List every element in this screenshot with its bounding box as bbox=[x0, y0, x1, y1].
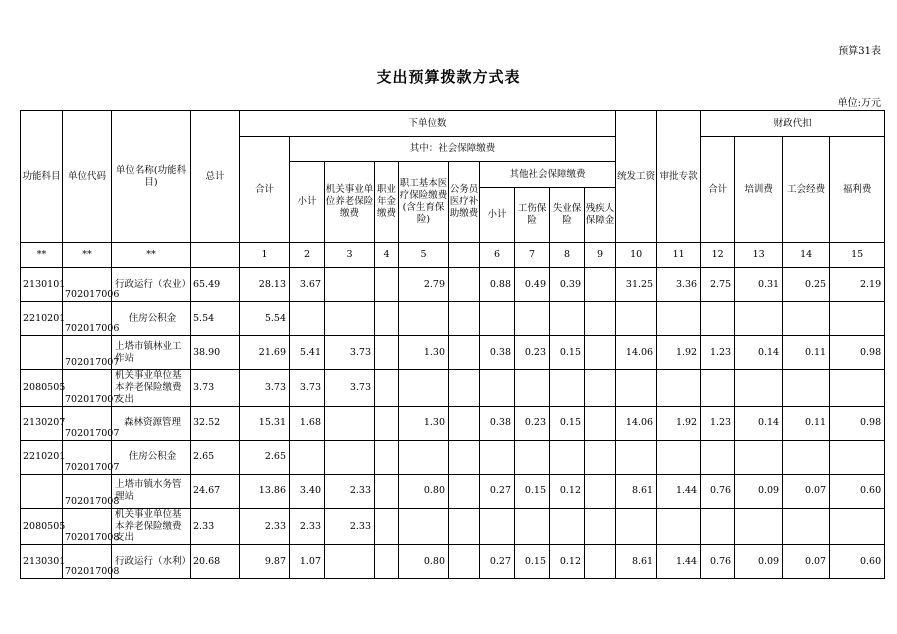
index-cell: 1 bbox=[240, 243, 290, 268]
value-cell: 2.33 bbox=[325, 474, 375, 508]
unit-name-cell: 上塔市镇林业工作站 bbox=[112, 336, 191, 370]
header-medical: 职工基本医疗保险缴费(含生育保险) bbox=[399, 162, 449, 243]
value-cell: 15.31 bbox=[240, 406, 290, 440]
header-unified-salary: 统发工资 bbox=[616, 111, 657, 243]
value-cell bbox=[290, 302, 325, 336]
total-cell: 2.33 bbox=[191, 508, 240, 545]
header-training: 培训费 bbox=[735, 137, 783, 243]
value-cell bbox=[701, 440, 735, 474]
value-cell: 0.07 bbox=[783, 474, 830, 508]
index-cell: 12 bbox=[701, 243, 735, 268]
value-cell bbox=[550, 508, 585, 545]
table-row bbox=[21, 336, 885, 370]
header-other-ss: 其他社会保障缴费 bbox=[480, 162, 616, 188]
value-cell: 31.25 bbox=[616, 268, 657, 302]
index-cell bbox=[191, 243, 240, 268]
header-annuity: 职业年金缴费 bbox=[375, 162, 399, 243]
value-cell: 2.33 bbox=[325, 508, 375, 545]
index-cell: 10 bbox=[616, 243, 657, 268]
value-cell bbox=[449, 370, 480, 407]
header-lower-units: 下单位数 bbox=[240, 111, 616, 137]
value-cell: 1.68 bbox=[290, 406, 325, 440]
index-cell: 7 bbox=[515, 243, 550, 268]
value-cell bbox=[375, 406, 399, 440]
value-cell: 21.69 bbox=[240, 336, 290, 370]
value-cell: 0.38 bbox=[480, 406, 515, 440]
value-cell: 0.14 bbox=[735, 406, 783, 440]
value-cell: 3.67 bbox=[290, 268, 325, 302]
value-cell bbox=[325, 268, 375, 302]
value-cell: 0.27 bbox=[480, 474, 515, 508]
value-cell: 0.14 bbox=[735, 336, 783, 370]
value-cell bbox=[585, 336, 616, 370]
value-cell bbox=[375, 508, 399, 545]
unit-name-cell: 机关事业单位基本养老保险缴费支出 bbox=[112, 508, 191, 545]
table-row bbox=[21, 545, 885, 579]
value-cell: 2.33 bbox=[240, 508, 290, 545]
value-cell bbox=[325, 545, 375, 579]
value-cell bbox=[550, 370, 585, 407]
index-cell: 6 bbox=[480, 243, 515, 268]
value-cell bbox=[449, 508, 480, 545]
value-cell bbox=[585, 545, 616, 579]
value-cell: 0.27 bbox=[480, 545, 515, 579]
value-cell: 0.15 bbox=[550, 336, 585, 370]
value-cell bbox=[399, 440, 449, 474]
value-cell bbox=[657, 440, 701, 474]
value-cell: 0.98 bbox=[830, 336, 885, 370]
value-cell bbox=[399, 508, 449, 545]
value-cell bbox=[515, 370, 550, 407]
form-number: 预算31表 bbox=[838, 46, 881, 57]
value-cell bbox=[616, 370, 657, 407]
value-cell bbox=[783, 302, 830, 336]
unit-name-cell: 行政运行（水利） bbox=[112, 545, 191, 579]
table-row bbox=[21, 370, 885, 407]
index-cell: 11 bbox=[657, 243, 701, 268]
header-total: 总计 bbox=[191, 111, 240, 243]
value-cell bbox=[616, 302, 657, 336]
value-cell: 1.92 bbox=[657, 336, 701, 370]
index-cell bbox=[449, 243, 480, 268]
value-cell bbox=[449, 268, 480, 302]
value-cell: 0.76 bbox=[701, 474, 735, 508]
value-cell: 2.19 bbox=[830, 268, 885, 302]
value-cell: 1.07 bbox=[290, 545, 325, 579]
value-cell: 0.25 bbox=[783, 268, 830, 302]
table-row bbox=[21, 508, 885, 545]
value-cell bbox=[480, 370, 515, 407]
value-cell: 0.98 bbox=[830, 406, 885, 440]
unit-code-cell: 702017006 bbox=[63, 268, 112, 302]
value-cell: 0.15 bbox=[515, 545, 550, 579]
value-cell: 0.11 bbox=[783, 336, 830, 370]
value-cell: 0.09 bbox=[735, 545, 783, 579]
func-subject-cell: 2080505 bbox=[21, 508, 63, 545]
header-approved-special: 审批专款 bbox=[657, 111, 701, 243]
index-cell: ** bbox=[112, 243, 191, 268]
unit-code-cell: 702017008 bbox=[63, 474, 112, 508]
unit-name-cell: 森林资源管理 bbox=[112, 406, 191, 440]
value-cell bbox=[701, 508, 735, 545]
value-cell: 0.23 bbox=[515, 406, 550, 440]
value-cell bbox=[375, 336, 399, 370]
value-cell: 0.15 bbox=[550, 406, 585, 440]
value-cell bbox=[830, 302, 885, 336]
func-subject-cell: 2080505 bbox=[21, 370, 63, 407]
value-cell bbox=[449, 440, 480, 474]
value-cell bbox=[325, 302, 375, 336]
value-cell: 0.31 bbox=[735, 268, 783, 302]
value-cell: 0.38 bbox=[480, 336, 515, 370]
value-cell: 3.36 bbox=[657, 268, 701, 302]
value-cell: 1.23 bbox=[701, 406, 735, 440]
value-cell bbox=[325, 406, 375, 440]
value-cell: 1.44 bbox=[657, 545, 701, 579]
value-cell bbox=[783, 370, 830, 407]
value-cell bbox=[735, 302, 783, 336]
total-cell: 2.65 bbox=[191, 440, 240, 474]
header-func-subject: 功能科目 bbox=[21, 111, 63, 243]
value-cell bbox=[585, 370, 616, 407]
header-welfare: 福利费 bbox=[830, 137, 885, 243]
value-cell: 0.88 bbox=[480, 268, 515, 302]
value-cell bbox=[375, 370, 399, 407]
value-cell bbox=[449, 406, 480, 440]
value-cell: 0.76 bbox=[701, 545, 735, 579]
value-cell bbox=[449, 302, 480, 336]
value-cell bbox=[830, 508, 885, 545]
unit-code-cell: 702017007 bbox=[63, 406, 112, 440]
header-unit-name: 单位名称(功能科目) bbox=[112, 111, 191, 243]
value-cell: 0.80 bbox=[399, 474, 449, 508]
index-cell: 5 bbox=[399, 243, 449, 268]
header-pension: 机关事业单位养老保险缴费 bbox=[325, 162, 375, 243]
value-cell bbox=[585, 440, 616, 474]
func-subject-cell bbox=[21, 474, 63, 508]
header-social-security: 其中：社会保障缴费 bbox=[290, 137, 616, 162]
value-cell: 0.11 bbox=[783, 406, 830, 440]
value-cell: 14.06 bbox=[616, 336, 657, 370]
index-cell: ** bbox=[21, 243, 63, 268]
value-cell bbox=[290, 440, 325, 474]
value-cell: 14.06 bbox=[616, 406, 657, 440]
value-cell bbox=[701, 370, 735, 407]
value-cell: 13.86 bbox=[240, 474, 290, 508]
value-cell bbox=[701, 302, 735, 336]
table-row bbox=[21, 302, 885, 336]
value-cell: 0.80 bbox=[399, 545, 449, 579]
value-cell: 3.40 bbox=[290, 474, 325, 508]
value-cell: 2.75 bbox=[701, 268, 735, 302]
value-cell bbox=[735, 440, 783, 474]
unit-name-cell: 上塔市镇水务管理站 bbox=[112, 474, 191, 508]
value-cell: 1.44 bbox=[657, 474, 701, 508]
value-cell bbox=[449, 545, 480, 579]
value-cell bbox=[375, 302, 399, 336]
value-cell bbox=[830, 440, 885, 474]
total-cell: 5.54 bbox=[191, 302, 240, 336]
func-subject-cell: 2130207 bbox=[21, 406, 63, 440]
value-cell: 5.54 bbox=[240, 302, 290, 336]
value-cell bbox=[585, 406, 616, 440]
index-cell: 8 bbox=[550, 243, 585, 268]
value-cell bbox=[480, 440, 515, 474]
budget-table bbox=[20, 110, 885, 579]
value-cell bbox=[783, 440, 830, 474]
value-cell bbox=[585, 508, 616, 545]
header-unit-code: 单位代码 bbox=[63, 111, 112, 243]
value-cell: 3.73 bbox=[325, 336, 375, 370]
index-cell: 9 bbox=[585, 243, 616, 268]
header-union: 工会经费 bbox=[783, 137, 830, 243]
unit-code-cell: 702017007 bbox=[63, 370, 112, 407]
value-cell bbox=[585, 268, 616, 302]
table-row bbox=[21, 268, 885, 302]
value-cell: 28.13 bbox=[240, 268, 290, 302]
value-cell bbox=[585, 474, 616, 508]
header-civil-servant-medical: 公务员医疗补助缴费 bbox=[449, 162, 480, 243]
value-cell bbox=[375, 268, 399, 302]
value-cell bbox=[550, 440, 585, 474]
index-cell: ** bbox=[63, 243, 112, 268]
value-cell: 0.60 bbox=[830, 545, 885, 579]
value-cell: 1.23 bbox=[701, 336, 735, 370]
func-subject-cell: 2130101 bbox=[21, 268, 63, 302]
value-cell: 2.79 bbox=[399, 268, 449, 302]
header-unemployment: 失业保险 bbox=[550, 188, 585, 243]
index-cell: 2 bbox=[290, 243, 325, 268]
value-cell bbox=[399, 370, 449, 407]
value-cell bbox=[375, 474, 399, 508]
unit-code-cell: 702017006 bbox=[63, 302, 112, 336]
func-subject-cell bbox=[21, 336, 63, 370]
header-fd-total: 合计 bbox=[701, 137, 735, 243]
value-cell: 0.49 bbox=[515, 268, 550, 302]
value-cell bbox=[515, 440, 550, 474]
value-cell: 0.07 bbox=[783, 545, 830, 579]
func-subject-cell: 2210201 bbox=[21, 440, 63, 474]
value-cell: 8.61 bbox=[616, 474, 657, 508]
value-cell bbox=[735, 508, 783, 545]
header-subtotal-group: 合计 bbox=[240, 137, 290, 243]
header-other-subtotal: 小计 bbox=[480, 188, 515, 243]
value-cell bbox=[375, 545, 399, 579]
value-cell bbox=[375, 440, 399, 474]
header-injury: 工伤保险 bbox=[515, 188, 550, 243]
header-ss-subtotal: 小计 bbox=[290, 162, 325, 243]
total-cell: 3.73 bbox=[191, 370, 240, 407]
unit-code-cell: 702017008 bbox=[63, 508, 112, 545]
value-cell bbox=[399, 302, 449, 336]
value-cell: 3.73 bbox=[240, 370, 290, 407]
table-row bbox=[21, 406, 885, 440]
value-cell bbox=[449, 336, 480, 370]
func-subject-cell: 2210201 bbox=[21, 302, 63, 336]
value-cell: 1.30 bbox=[399, 336, 449, 370]
value-cell bbox=[657, 508, 701, 545]
value-cell bbox=[515, 508, 550, 545]
value-cell bbox=[449, 474, 480, 508]
total-cell: 32.52 bbox=[191, 406, 240, 440]
index-cell: 15 bbox=[830, 243, 885, 268]
value-cell bbox=[735, 370, 783, 407]
value-cell bbox=[515, 302, 550, 336]
value-cell: 0.60 bbox=[830, 474, 885, 508]
unit-code-cell: 702017007 bbox=[63, 336, 112, 370]
value-cell: 0.39 bbox=[550, 268, 585, 302]
value-cell bbox=[480, 302, 515, 336]
value-cell bbox=[550, 302, 585, 336]
value-cell bbox=[585, 302, 616, 336]
total-cell: 38.90 bbox=[191, 336, 240, 370]
value-cell bbox=[657, 302, 701, 336]
value-cell: 3.73 bbox=[325, 370, 375, 407]
value-cell: 3.73 bbox=[290, 370, 325, 407]
table-row bbox=[21, 440, 885, 474]
unit-name-cell: 机关事业单位基本养老保险缴费支出 bbox=[112, 370, 191, 407]
value-cell: 0.23 bbox=[515, 336, 550, 370]
index-row bbox=[21, 243, 885, 268]
func-subject-cell: 2130301 bbox=[21, 545, 63, 579]
header-disability: 残疾人保障金 bbox=[585, 188, 616, 243]
value-cell: 8.61 bbox=[616, 545, 657, 579]
page-title: 支出预算拨款方式表 bbox=[376, 68, 521, 86]
value-cell: 0.15 bbox=[515, 474, 550, 508]
value-cell bbox=[830, 370, 885, 407]
total-cell: 65.49 bbox=[191, 268, 240, 302]
value-cell: 1.92 bbox=[657, 406, 701, 440]
index-cell: 4 bbox=[375, 243, 399, 268]
value-cell: 0.12 bbox=[550, 545, 585, 579]
value-cell: 9.87 bbox=[240, 545, 290, 579]
value-cell: 5.41 bbox=[290, 336, 325, 370]
value-cell bbox=[657, 370, 701, 407]
index-cell: 3 bbox=[325, 243, 375, 268]
value-cell bbox=[325, 440, 375, 474]
total-cell: 24.67 bbox=[191, 474, 240, 508]
value-cell: 0.09 bbox=[735, 474, 783, 508]
value-cell: 1.30 bbox=[399, 406, 449, 440]
unit-code-cell: 702017007 bbox=[63, 440, 112, 474]
value-cell bbox=[616, 440, 657, 474]
table-row bbox=[21, 474, 885, 508]
unit-code-cell: 702017008 bbox=[63, 545, 112, 579]
unit-name-cell: 住房公积金 bbox=[112, 440, 191, 474]
unit-name-cell: 行政运行（农业） bbox=[112, 268, 191, 302]
value-cell bbox=[480, 508, 515, 545]
index-cell: 13 bbox=[735, 243, 783, 268]
value-cell: 2.33 bbox=[290, 508, 325, 545]
total-cell: 20.68 bbox=[191, 545, 240, 579]
value-cell: 0.12 bbox=[550, 474, 585, 508]
value-cell bbox=[783, 508, 830, 545]
value-cell bbox=[616, 508, 657, 545]
unit-name-cell: 住房公积金 bbox=[112, 302, 191, 336]
header-fiscal-deduct: 财政代扣 bbox=[701, 111, 885, 137]
unit-label: 单位:万元 bbox=[837, 98, 881, 109]
index-cell: 14 bbox=[783, 243, 830, 268]
value-cell: 2.65 bbox=[240, 440, 290, 474]
